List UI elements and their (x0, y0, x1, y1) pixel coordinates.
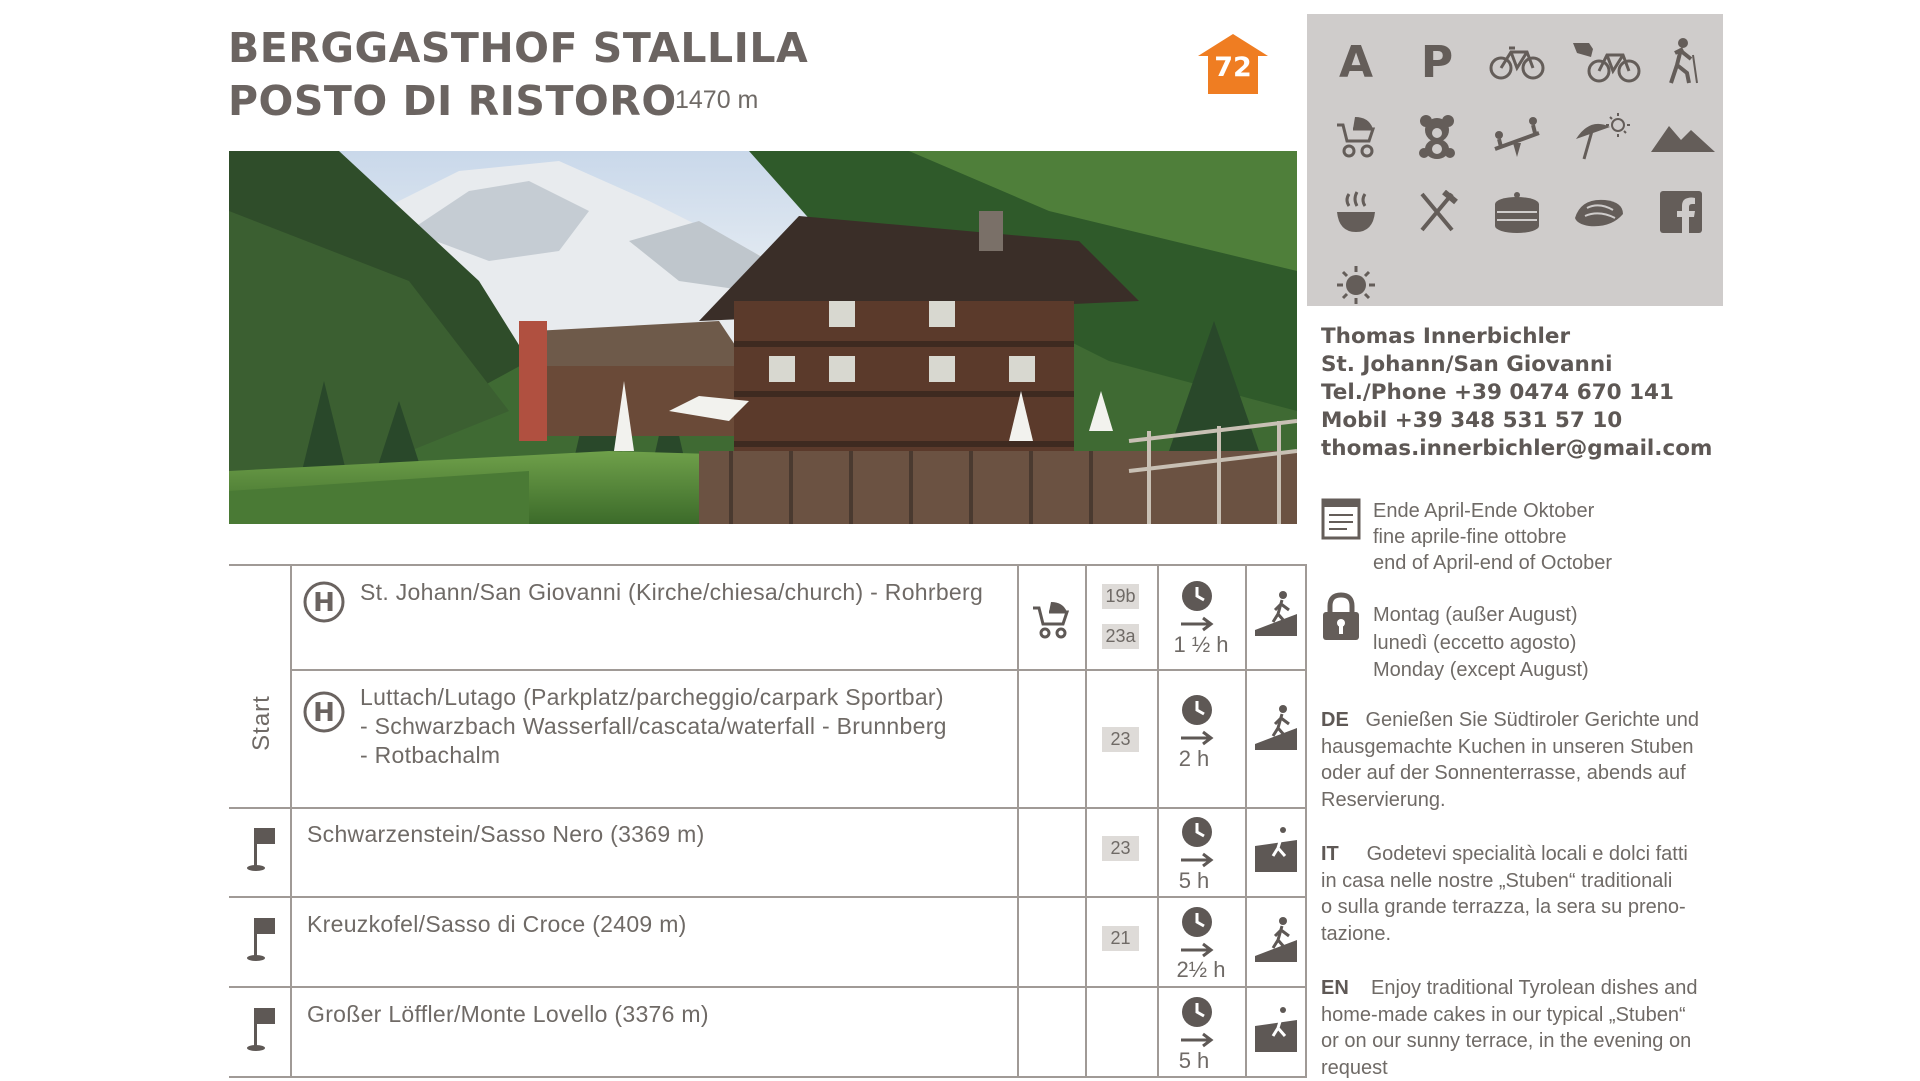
stroller-icon (1029, 600, 1071, 645)
table-divider (1017, 564, 1019, 1078)
pastry-icon (1569, 184, 1629, 240)
wooden-mountain-inn-photo (229, 151, 1297, 524)
table-divider (290, 669, 1307, 671)
clock-icon (1179, 580, 1219, 639)
description-line: or on our sunny terrace, in the evening on (1321, 1028, 1716, 1055)
description-line: o sulla grande terrazza, la sera su preno- (1321, 894, 1716, 921)
description-line: request (1321, 1055, 1716, 1081)
route-5-text: Großer Löffler/Monte Lovello (3376 m) (307, 1000, 1007, 1029)
description-de (1321, 707, 1716, 813)
routes-table (229, 564, 1307, 1080)
table-divider (1305, 564, 1307, 1078)
clock-icon (1179, 816, 1219, 875)
uphill-hiker-icon (1253, 916, 1299, 969)
table-divider (229, 896, 1307, 898)
table-divider (229, 564, 1307, 566)
uphill-hiker-icon (1253, 590, 1299, 643)
description-line: Godetevi specialità locali e dolci fatti (1367, 843, 1688, 865)
bicycle-icon (1487, 34, 1547, 90)
badge-number: 72 (1196, 52, 1270, 83)
lang-label-de: DE (1321, 709, 1349, 731)
number-badge (1196, 32, 1270, 96)
closed-en: Monday (except August) (1373, 657, 1589, 685)
mountains-icon (1651, 109, 1715, 165)
season-de: Ende April-Ende Oktober (1373, 498, 1612, 524)
contact-phone[interactable]: Tel./Phone +39 0474 670 141 (1321, 379, 1712, 407)
description-line: home-made cakes in our typical „Stuben“ (1321, 1002, 1716, 1029)
closed-it: lunedì (eccetto agosto) (1373, 630, 1589, 658)
summit-flag-icon (246, 826, 278, 877)
playground-seesaw-icon (1487, 109, 1547, 165)
hiking-icon (1651, 34, 1711, 90)
contact-name: Thomas Innerbichler (1321, 323, 1712, 351)
clock-icon (1179, 694, 1219, 753)
lang-label-en: EN (1321, 977, 1349, 999)
trail-number: 21 (1102, 926, 1139, 951)
start-label-text: Start (248, 683, 276, 763)
trail-number: 23 (1102, 836, 1139, 861)
calendar-icon (1321, 496, 1361, 545)
table-divider (229, 986, 1307, 988)
description-it (1321, 841, 1716, 947)
route-5-duration: 5 h (1159, 1048, 1229, 1074)
description-line: Genießen Sie Südtiroler Gerichte und (1365, 709, 1699, 731)
ebike-icon (1569, 34, 1641, 90)
title-line-2: POSTO DI RISTORO (228, 75, 808, 128)
steep-hiker-icon (1253, 1006, 1299, 1059)
route-2-line: - Schwarzbach Wasserfall/cascata/waterfall - Brunnberg (360, 712, 1010, 741)
route-3-text: Schwarzenstein/Sasso Nero (3369 m) (307, 820, 1007, 849)
closed-de: Montag (außer August) (1373, 602, 1589, 630)
table-divider (1157, 564, 1159, 1078)
closed-block (1373, 602, 1589, 685)
title-line-1: BERGGASTHOF STALLILA (228, 22, 808, 75)
facebook-icon (1651, 184, 1711, 240)
route-3-duration: 5 h (1159, 868, 1229, 894)
amenity-icon-panel (1307, 14, 1723, 306)
table-divider (290, 564, 292, 1078)
cutlery-icon (1407, 184, 1467, 240)
svg-text:H: H (313, 698, 335, 728)
cake-icon (1487, 184, 1547, 240)
description-line: in casa nelle nostre „Stuben“ traditionali (1321, 868, 1716, 895)
teddy-bear-icon (1407, 109, 1467, 165)
svg-text:H: H (313, 588, 335, 618)
table-divider (1085, 564, 1087, 1078)
stroller-icon (1326, 109, 1386, 165)
sun-umbrella-icon (1569, 109, 1631, 165)
parking-icon: P (1407, 34, 1467, 90)
inn-photo (229, 151, 1297, 524)
route-2-line: Luttach/Lutago (Parkplatz/parcheggio/carpark Sportbar) (360, 683, 1010, 712)
start-label (237, 684, 287, 764)
trail-number: 23a (1102, 624, 1139, 649)
uphill-hiker-icon (1253, 704, 1299, 757)
season-block (1373, 498, 1612, 576)
table-divider (1245, 564, 1247, 1078)
season-en: end of April-end of October (1373, 550, 1612, 576)
sun-terrace-icon (1326, 257, 1386, 313)
summit-flag-icon (246, 916, 278, 967)
trail-number: 19b (1102, 584, 1139, 609)
table-divider (229, 807, 1307, 809)
contact-mobile[interactable]: Mobil +39 348 531 57 10 (1321, 407, 1712, 435)
table-divider (229, 1076, 1307, 1078)
season-it: fine aprile-fine ottobre (1373, 524, 1612, 550)
steep-hiker-icon (1253, 826, 1299, 879)
route-1-text: St. Johann/San Giovanni (Kirche/chiesa/church) - Rohrberg (360, 578, 1000, 607)
description-line: oder auf der Sonnenterrasse, abends auf (1321, 760, 1716, 787)
route-2-line: - Rotbachalm (360, 741, 1010, 770)
contact-email[interactable]: thomas.innerbichler@gmail.com (1321, 435, 1712, 463)
accommodation-a-icon: A (1326, 34, 1386, 90)
lang-label-it: IT (1321, 843, 1339, 865)
altitude-label: 1470 m (675, 86, 758, 115)
route-2-text (360, 683, 1010, 770)
route-4-text: Kreuzkofel/Sasso di Croce (2409 m) (307, 910, 1007, 939)
trail-number: 23 (1102, 727, 1139, 752)
contact-place: St. Johann/San Giovanni (1321, 351, 1712, 379)
description-line: tazione. (1321, 921, 1716, 948)
clock-icon (1179, 996, 1219, 1055)
route-2-duration: 2 h (1159, 746, 1229, 772)
bus-stop-icon (302, 580, 346, 629)
bus-stop-icon (302, 690, 346, 739)
summit-flag-icon (246, 1006, 278, 1057)
route-4-duration: 2½ h (1166, 957, 1236, 983)
contact-block (1321, 323, 1712, 463)
soup-bowl-icon (1326, 184, 1386, 240)
route-1-duration: 1 ½ h (1166, 632, 1236, 658)
description-line: Enjoy traditional Tyrolean dishes and (1371, 977, 1698, 999)
description-en (1321, 975, 1716, 1081)
description-line: Reservierung. (1321, 787, 1716, 814)
lock-icon (1321, 592, 1361, 647)
description-line: hausgemachte Kuchen in unseren Stuben (1321, 734, 1716, 761)
